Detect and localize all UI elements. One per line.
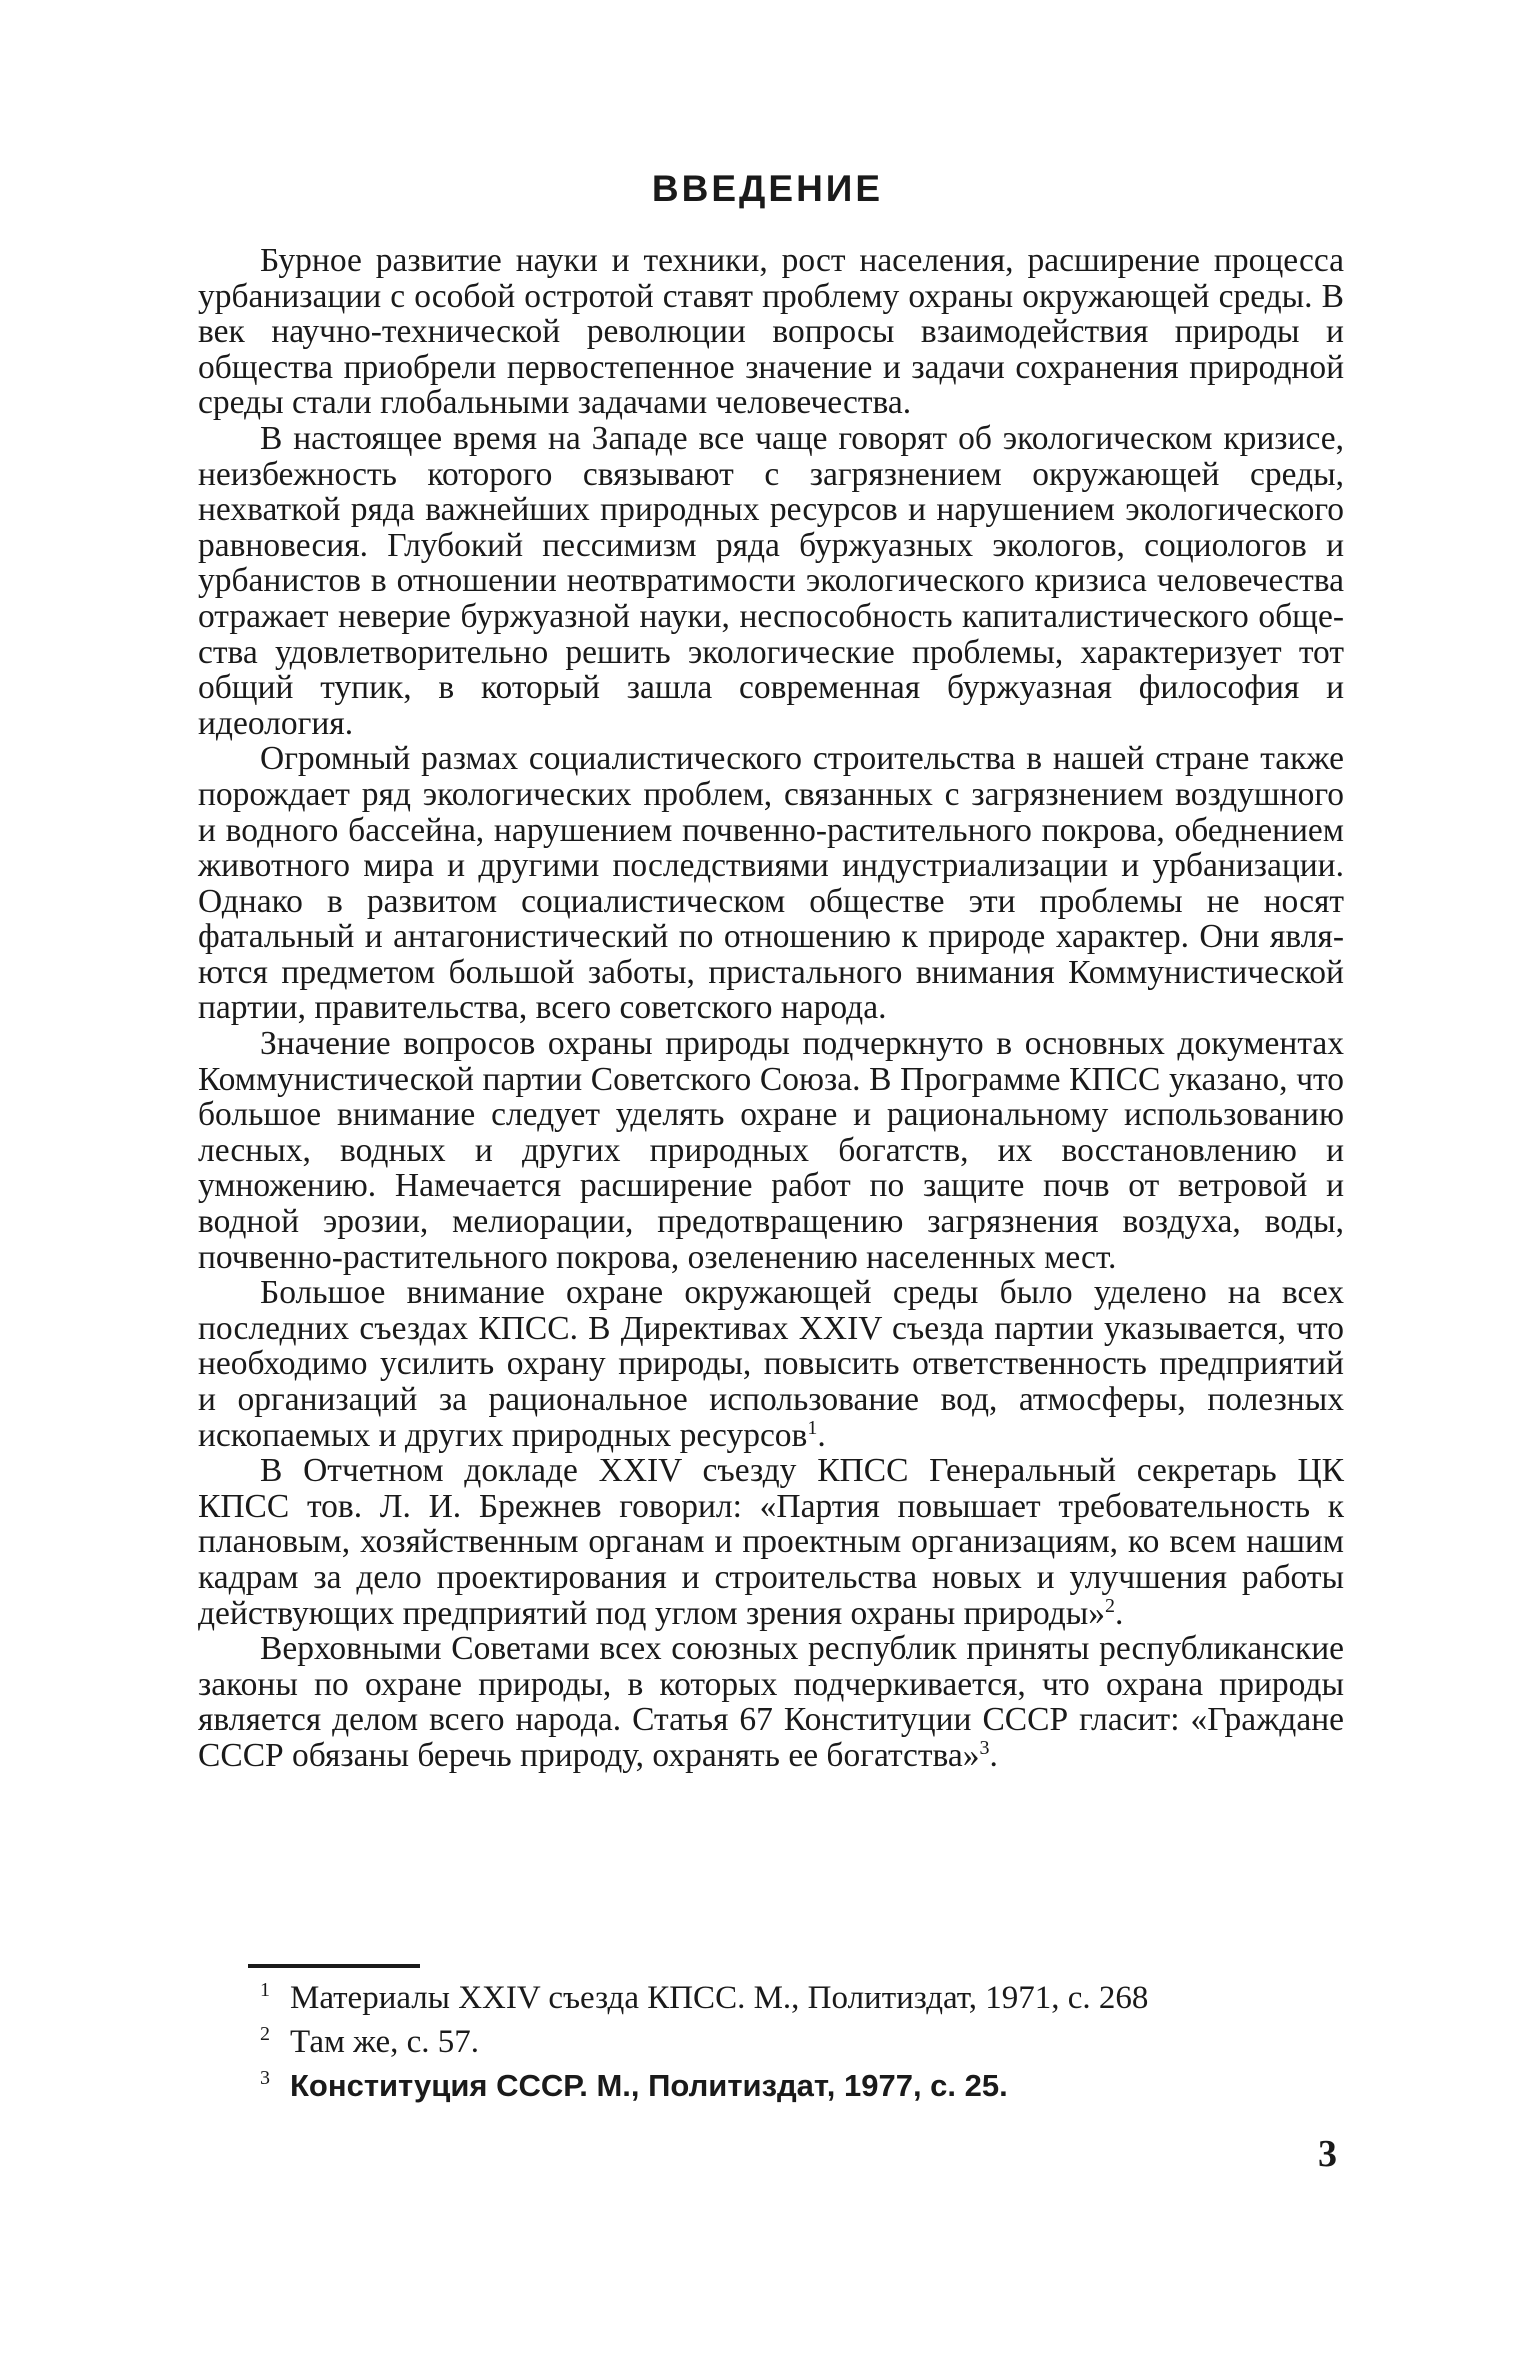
paragraph-text: В настоящее время на Западе все чаще говорят об экологическом кризисе, неизбежность которого связывают с загрязнением окружающей среды, нехваткой ряда важнейших природных ресурсов и нарушением экологического равновесия. Глубокий пессимизм ряда буржуазных экологов, социологов и урбанистов в отношении неотвратимости экологического кризиса человечества отражает неверие буржуазной науки, неспособность капиталистического общества удовлетворительно решить экологические проблемы, характеризует тот общий тупик, в который зашла современная буржуазная философия и идеология. <box>198 419 1344 742</box>
footnote-mark: 3 <box>260 2067 270 2089</box>
paragraph <box>198 741 1344 1026</box>
paragraph <box>198 1275 1344 1453</box>
paragraph-end: . <box>817 1416 826 1454</box>
footnotes <box>260 1978 1350 2110</box>
page-number: 3 <box>1318 2133 1337 2175</box>
footnote-text: Конституция СССР. М., Политиздат, 1977, с. 25. <box>290 2068 1008 2103</box>
paragraph-text: Значение вопросов охраны природы подчеркнуто в основных документах Коммунистической партии Советского Союза. В Программе КПСС указано, что большое внимание следует уделять охране и рациональному использованию лесных, водных и других природных богатств, их восстановлению и умножению. Намечается расширение работ по защите почв от ветровой и водной эрозии, мелиорации, предотвращению загрязнения воздуха, воды, почвенно-растительного покрова, озеленению населенных мест. <box>198 1025 1344 1276</box>
paragraph <box>198 1453 1344 1631</box>
paragraph-text: Бурное развитие науки и техники, рост населения, расширение процесса урбанизации с особой остротой ставят проблему охраны окружающей среды. В век научно-технической революции вопросы взаимодействия природы и общества приобрели первостепенное значение и задачи сохранения природной среды стали глобальными задачами человечества. <box>198 242 1344 422</box>
paragraph-text: Верховными Советами всех союзных республик приняты республиканские законы по охране природы, в которых подчеркивается, что охрана природы является делом всего народа. Статья 67 Конституции СССР гласит: «Граждане СССР обязаны беречь природу, охранять ее богатства» <box>198 1630 1344 1774</box>
footnote <box>260 2022 1350 2066</box>
paragraph <box>198 1631 1344 1773</box>
chapter-title: ВВЕДЕНИЕ <box>651 168 884 209</box>
footnote <box>260 1978 1350 2022</box>
paragraph <box>198 1026 1344 1275</box>
footnote-divider <box>248 1964 420 1968</box>
paragraph-end: . <box>989 1736 998 1774</box>
footnote-text: Там же, с. 57. <box>290 2024 480 2060</box>
footnote-mark: 1 <box>260 1979 270 2001</box>
body-text <box>198 243 1344 1774</box>
paragraph-text: Огромный размах социалистического строительства в нашей стране также порождает ряд экологических проблем, связанных с загрязнением воздушного и водного бассейна, нарушением почвенно-растительного покрова, обеднением животного мира и другими последствиями индустриализации и урбанизации. Однако в развитом социалистическом обществе эти проблемы не носят фатальный и антагонистический по отношению к природе характер. Они являются предметом большой заботы, пристального внимания Коммунистической партии, правительства, всего советского народа. <box>198 740 1344 1027</box>
paragraph-text: Большое внимание охране окружающей среды было уделено на всех последних съездах КПСС. В Директивах XXIV съезда партии указывается, что необходимо усилить охрану природы, повысить ответственность предприятий и организаций за рациональное использование вод, атмосферы, полезных ископаемых и других природных ресурсов <box>198 1274 1344 1454</box>
paragraph-text: В Отчетном докладе XXIV съезду КПСС Генеральный секретарь ЦК КПСС тов. Л. И. Брежнев говорил: «Партия повышает требовательность к плановым, хозяйственным органам и проектным организациям, ко всем нашим кадрам за дело проектирования и строительства новых и улучшения работы действующих предприятий под углом зрения охраны природы» <box>198 1452 1344 1632</box>
footnote-mark: 2 <box>260 2023 270 2045</box>
paragraph <box>198 421 1344 741</box>
footnote-text: Материалы XXIV съезда КПСС. М., Политиздат, 1971, с. 268 <box>290 1980 1149 2016</box>
paragraph-end: . <box>1115 1594 1124 1632</box>
paragraph <box>198 243 1344 421</box>
footnote <box>260 2066 1350 2110</box>
footnote-ref-3: 3 <box>979 1736 990 1759</box>
footnote-ref-1: 1 <box>807 1416 818 1439</box>
footnote-ref-2: 2 <box>1105 1594 1116 1617</box>
